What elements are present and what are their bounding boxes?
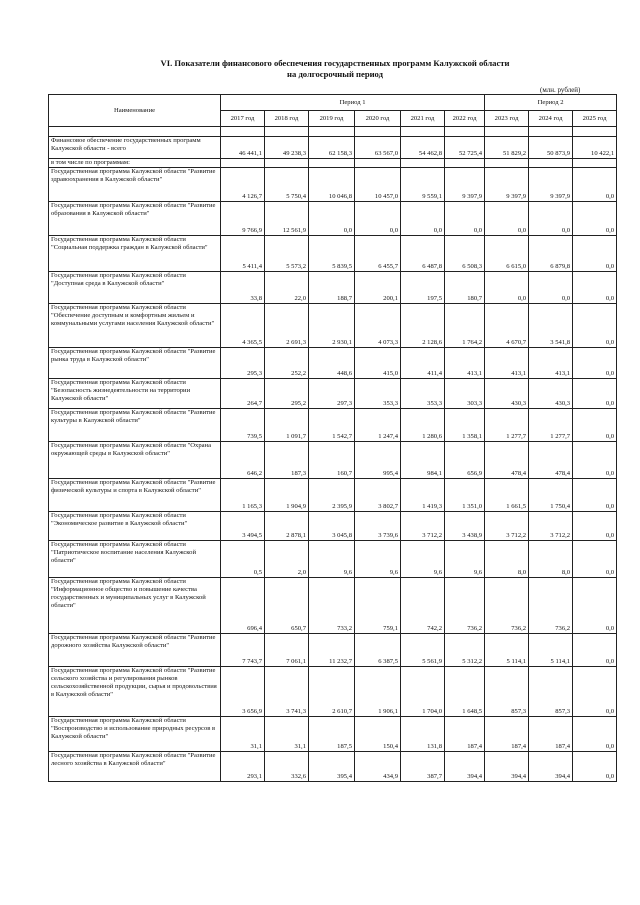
table-row	[49, 236, 617, 272]
value-cell: 1 904,9	[265, 479, 309, 512]
value-cell: 9,6	[309, 541, 355, 578]
value-cell: 0,5	[221, 541, 265, 578]
table-row	[49, 168, 617, 202]
value-cell: 187,4	[445, 717, 485, 752]
finance-table	[48, 94, 617, 782]
value-cell: 0,0	[573, 541, 617, 578]
empty-cell	[485, 159, 529, 168]
table-row	[49, 717, 617, 752]
value-cell: 131,8	[401, 717, 445, 752]
value-cell: 303,3	[445, 379, 485, 409]
value-cell: 742,2	[401, 578, 445, 634]
value-cell: 1 704,0	[401, 667, 445, 717]
table-row	[49, 752, 617, 782]
value-cell: 394,4	[529, 752, 573, 782]
value-cell: 9 397,9	[485, 168, 529, 202]
value-cell: 4 365,5	[221, 304, 265, 348]
program-name: Государственная программа Калужской области "Охрана окружающей среды в Калужской области"	[49, 442, 221, 479]
value-cell: 3 541,8	[529, 304, 573, 348]
value-cell: 3 739,6	[355, 512, 401, 541]
value-cell: 49 238,3	[265, 137, 309, 159]
value-cell: 857,3	[485, 667, 529, 717]
header-year: 2017 год	[221, 111, 265, 127]
table-row	[49, 667, 617, 717]
value-cell: 0,0	[485, 272, 529, 304]
empty-cell	[355, 159, 401, 168]
value-cell: 2 930,1	[309, 304, 355, 348]
value-cell: 5 750,4	[265, 168, 309, 202]
value-cell: 736,2	[529, 578, 573, 634]
value-cell: 295,3	[221, 348, 265, 379]
value-cell: 0,0	[309, 202, 355, 236]
value-cell: 10 457,0	[355, 168, 401, 202]
program-name: Государственная программа Калужской области "Развитие рынка труда в Калужской области"	[49, 348, 221, 379]
value-cell: 0,0	[573, 578, 617, 634]
value-cell: 387,7	[401, 752, 445, 782]
value-cell: 63 567,0	[355, 137, 401, 159]
value-cell: 6 879,8	[529, 236, 573, 272]
value-cell: 1 661,5	[485, 479, 529, 512]
table-row	[49, 409, 617, 442]
value-cell: 2,0	[265, 541, 309, 578]
header-year: 2019 год	[309, 111, 355, 127]
header-period-2: Период 2	[485, 95, 617, 111]
title-line-1: VI. Показатели финансового обеспечения государственных программ Калужской области	[160, 58, 510, 68]
value-cell: 31,1	[265, 717, 309, 752]
value-cell: 33,8	[221, 272, 265, 304]
value-cell: 1 165,3	[221, 479, 265, 512]
table-row	[49, 348, 617, 379]
value-cell: 31,1	[221, 717, 265, 752]
title-line-2: на долгосрочный период	[287, 69, 383, 79]
value-cell: 394,4	[485, 752, 529, 782]
value-cell: 995,4	[355, 442, 401, 479]
program-name: Государственная программа Калужской области "Безопасность жизнедеятельности на территории Калужской области"	[49, 379, 221, 409]
value-cell: 9 397,9	[529, 168, 573, 202]
value-cell: 6 615,0	[485, 236, 529, 272]
value-cell: 857,3	[529, 667, 573, 717]
value-cell: 52 725,4	[445, 137, 485, 159]
value-cell: 739,5	[221, 409, 265, 442]
value-cell: 1 277,7	[485, 409, 529, 442]
value-cell: 0,0	[401, 202, 445, 236]
value-cell: 3 802,7	[355, 479, 401, 512]
header-year: 2022 год	[445, 111, 485, 127]
empty-cell	[529, 159, 573, 168]
program-name: Государственная программа Калужской области "Экономическое развитие в Калужской области"	[49, 512, 221, 541]
table-row	[49, 634, 617, 667]
program-name: Финансовое обеспечение государственных программ Калужской области - всего	[49, 137, 221, 159]
program-name: Государственная программа Калужской области "Развитие сельского хозяйства и регулирования рынков сельскохозяйственной продукции, сырья и продовольствия в Калужской области"	[49, 667, 221, 717]
value-cell: 353,3	[401, 379, 445, 409]
value-cell: 332,6	[265, 752, 309, 782]
value-cell: 2 128,6	[401, 304, 445, 348]
value-cell: 3 656,9	[221, 667, 265, 717]
value-cell: 6 487,8	[401, 236, 445, 272]
empty-cell	[445, 127, 485, 137]
value-cell: 5 839,5	[309, 236, 355, 272]
units-label: (млн. рублей)	[540, 86, 581, 94]
value-cell: 1 091,7	[265, 409, 309, 442]
value-cell: 22,0	[265, 272, 309, 304]
empty-cell	[355, 127, 401, 137]
value-cell: 9 559,1	[401, 168, 445, 202]
value-cell: 0,0	[573, 717, 617, 752]
value-cell: 200,1	[355, 272, 401, 304]
value-cell: 0,0	[445, 202, 485, 236]
document-title	[100, 58, 570, 80]
value-cell: 0,0	[573, 202, 617, 236]
empty-cell	[265, 127, 309, 137]
value-cell: 434,9	[355, 752, 401, 782]
table-row	[49, 202, 617, 236]
program-name: Государственная программа Калужской области "Патриотическое воспитание населения Калужской области"	[49, 541, 221, 578]
value-cell: 5 573,2	[265, 236, 309, 272]
value-cell: 646,2	[221, 442, 265, 479]
table-row	[49, 479, 617, 512]
value-cell: 5 114,1	[529, 634, 573, 667]
table-row	[49, 512, 617, 541]
value-cell: 5 411,4	[221, 236, 265, 272]
empty-cell	[221, 159, 265, 168]
value-cell: 1 906,1	[355, 667, 401, 717]
value-cell: 8,0	[485, 541, 529, 578]
subheading-label: в том числе по программам:	[49, 159, 221, 168]
value-cell: 187,5	[309, 717, 355, 752]
program-name: Государственная программа Калужской области "Воспроизводство и использование природных ресурсов в Калужской области"	[49, 717, 221, 752]
value-cell: 3 712,2	[529, 512, 573, 541]
program-name: Государственная программа Калужской области "Развитие дорожного хозяйства Калужской области"	[49, 634, 221, 667]
value-cell: 54 462,8	[401, 137, 445, 159]
value-cell: 3 741,3	[265, 667, 309, 717]
table-row	[49, 272, 617, 304]
value-cell: 448,6	[309, 348, 355, 379]
value-cell: 0,0	[573, 512, 617, 541]
value-cell: 411,4	[401, 348, 445, 379]
value-cell: 0,0	[573, 272, 617, 304]
empty-cell	[485, 127, 529, 137]
value-cell: 187,4	[529, 717, 573, 752]
value-cell: 160,7	[309, 442, 355, 479]
value-cell: 180,7	[445, 272, 485, 304]
value-cell: 1 648,5	[445, 667, 485, 717]
value-cell: 415,0	[355, 348, 401, 379]
header-year: 2025 год	[573, 111, 617, 127]
subheading-row	[49, 159, 617, 168]
value-cell: 0,0	[485, 202, 529, 236]
value-cell: 6 387,5	[355, 634, 401, 667]
value-cell: 0,0	[529, 202, 573, 236]
value-cell: 188,7	[309, 272, 355, 304]
value-cell: 650,7	[265, 578, 309, 634]
value-cell: 656,9	[445, 442, 485, 479]
value-cell: 0,0	[573, 304, 617, 348]
value-cell: 1 247,4	[355, 409, 401, 442]
value-cell: 3 712,2	[401, 512, 445, 541]
value-cell: 0,0	[355, 202, 401, 236]
value-cell: 1 277,7	[529, 409, 573, 442]
header-year: 2021 год	[401, 111, 445, 127]
value-cell: 11 232,7	[309, 634, 355, 667]
value-cell: 413,1	[445, 348, 485, 379]
empty-cell	[401, 159, 445, 168]
value-cell: 1 750,4	[529, 479, 573, 512]
value-cell: 5 114,1	[485, 634, 529, 667]
value-cell: 394,4	[445, 752, 485, 782]
value-cell: 7 061,1	[265, 634, 309, 667]
value-cell: 0,0	[573, 409, 617, 442]
value-cell: 0,0	[573, 442, 617, 479]
value-cell: 197,5	[401, 272, 445, 304]
value-cell: 46 441,1	[221, 137, 265, 159]
empty-cell	[529, 127, 573, 137]
value-cell: 1 351,0	[445, 479, 485, 512]
value-cell: 187,4	[485, 717, 529, 752]
value-cell: 4 126,7	[221, 168, 265, 202]
value-cell: 353,3	[355, 379, 401, 409]
value-cell: 9,6	[445, 541, 485, 578]
program-name: Государственная программа Калужской области "Информационное общество и повышение качества государственных и муниципальных услуг в Калужской области"	[49, 578, 221, 634]
value-cell: 696,4	[221, 578, 265, 634]
value-cell: 12 561,9	[265, 202, 309, 236]
header-year: 2020 год	[355, 111, 401, 127]
value-cell: 10 422,1	[573, 137, 617, 159]
value-cell: 0,0	[573, 667, 617, 717]
value-cell: 0,0	[573, 236, 617, 272]
value-cell: 51 829,2	[485, 137, 529, 159]
program-name: Государственная программа Калужской области "Развитие физической культуры и спорта в Калужской области"	[49, 479, 221, 512]
table-row	[49, 578, 617, 634]
value-cell: 4 670,7	[485, 304, 529, 348]
value-cell: 2 691,3	[265, 304, 309, 348]
program-name: Государственная программа Калужской области "Обеспечение доступным и комфортным жильем и коммунальными услугами населения Калужской области"	[49, 304, 221, 348]
value-cell: 8,0	[529, 541, 573, 578]
empty-cell	[265, 159, 309, 168]
value-cell: 413,1	[485, 348, 529, 379]
value-cell: 3 712,2	[485, 512, 529, 541]
empty-cell	[309, 159, 355, 168]
value-cell: 6 508,3	[445, 236, 485, 272]
value-cell: 2 395,9	[309, 479, 355, 512]
value-cell: 10 046,8	[309, 168, 355, 202]
value-cell: 5 312,2	[445, 634, 485, 667]
value-cell: 736,2	[485, 578, 529, 634]
value-cell: 4 073,3	[355, 304, 401, 348]
value-cell: 6 455,7	[355, 236, 401, 272]
value-cell: 395,4	[309, 752, 355, 782]
value-cell: 1 764,2	[445, 304, 485, 348]
value-cell: 2 610,7	[309, 667, 355, 717]
value-cell: 478,4	[529, 442, 573, 479]
value-cell: 430,3	[529, 379, 573, 409]
table-row	[49, 379, 617, 409]
value-cell: 733,2	[309, 578, 355, 634]
value-cell: 150,4	[355, 717, 401, 752]
value-cell: 2 878,1	[265, 512, 309, 541]
header-period-1: Период 1	[221, 95, 485, 111]
value-cell: 9,6	[355, 541, 401, 578]
empty-cell	[401, 127, 445, 137]
spacer-row	[49, 127, 617, 137]
value-cell: 413,1	[529, 348, 573, 379]
value-cell: 295,2	[265, 379, 309, 409]
value-cell: 0,0	[573, 634, 617, 667]
value-cell: 3 494,5	[221, 512, 265, 541]
value-cell: 187,3	[265, 442, 309, 479]
empty-cell	[49, 127, 221, 137]
program-name: Государственная программа Калужской области "Развитие лесного хозяйства в Калужской области"	[49, 752, 221, 782]
value-cell: 430,3	[485, 379, 529, 409]
value-cell: 0,0	[573, 168, 617, 202]
value-cell: 736,2	[445, 578, 485, 634]
value-cell: 0,0	[529, 272, 573, 304]
value-cell: 9 766,9	[221, 202, 265, 236]
value-cell: 293,1	[221, 752, 265, 782]
value-cell: 0,0	[573, 379, 617, 409]
table-row	[49, 541, 617, 578]
value-cell: 1 542,7	[309, 409, 355, 442]
header-name: Наименование	[49, 95, 221, 127]
value-cell: 3 045,8	[309, 512, 355, 541]
value-cell: 3 438,9	[445, 512, 485, 541]
table-row	[49, 304, 617, 348]
value-cell: 1 419,3	[401, 479, 445, 512]
value-cell: 297,3	[309, 379, 355, 409]
program-name: Государственная программа Калужской области "Доступная среда в Калужской области"	[49, 272, 221, 304]
empty-cell	[445, 159, 485, 168]
value-cell: 478,4	[485, 442, 529, 479]
value-cell: 1 358,1	[445, 409, 485, 442]
value-cell: 9,6	[401, 541, 445, 578]
value-cell: 7 743,7	[221, 634, 265, 667]
value-cell: 50 873,9	[529, 137, 573, 159]
value-cell: 759,1	[355, 578, 401, 634]
program-name: Государственная программа Калужской области "Развитие культуры в Калужской области"	[49, 409, 221, 442]
program-name: Государственная программа Калужской области "Развитие здравоохранения в Калужской области"	[49, 168, 221, 202]
empty-cell	[221, 127, 265, 137]
value-cell: 1 280,6	[401, 409, 445, 442]
program-name: Государственная программа Калужской области "Развитие образования в Калужской области"	[49, 202, 221, 236]
value-cell: 984,1	[401, 442, 445, 479]
value-cell: 252,2	[265, 348, 309, 379]
empty-cell	[573, 127, 617, 137]
header-year: 2024 год	[529, 111, 573, 127]
empty-cell	[573, 159, 617, 168]
value-cell: 0,0	[573, 752, 617, 782]
value-cell: 62 158,3	[309, 137, 355, 159]
value-cell: 0,0	[573, 479, 617, 512]
empty-cell	[309, 127, 355, 137]
program-name: Государственная программа Калужской области "Социальная поддержка граждан в Калужской области"	[49, 236, 221, 272]
table-row	[49, 442, 617, 479]
value-cell: 9 397,9	[445, 168, 485, 202]
header-year: 2018 год	[265, 111, 309, 127]
table-row	[49, 137, 617, 159]
value-cell: 5 561,9	[401, 634, 445, 667]
value-cell: 264,7	[221, 379, 265, 409]
header-year: 2023 год	[485, 111, 529, 127]
value-cell: 0,0	[573, 348, 617, 379]
